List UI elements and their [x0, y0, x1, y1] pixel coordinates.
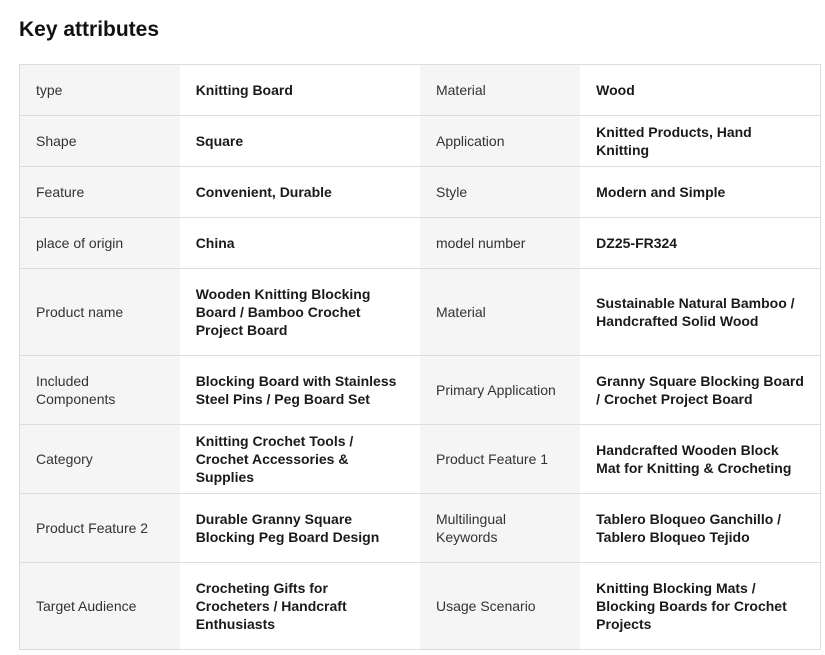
attribute-row [20, 269, 821, 356]
attribute-label: Product Feature 2 [20, 494, 180, 563]
attribute-label: Included Components [20, 356, 180, 425]
attribute-label: Target Audience [20, 563, 180, 650]
attribute-label: model number [420, 218, 580, 269]
attribute-label: Shape [20, 116, 180, 167]
attribute-value: Durable Granny Square Blocking Peg Board Design [180, 494, 420, 563]
attribute-value: Square [180, 116, 420, 167]
attribute-value: Crocheting Gifts for Crocheters / Handcraft Enthusiasts [180, 563, 420, 650]
attribute-value: Modern and Simple [580, 167, 820, 218]
attribute-value: Knitted Products, Hand Knitting [580, 116, 820, 167]
attribute-value: Sustainable Natural Bamboo / Handcrafted Solid Wood [580, 269, 820, 356]
attribute-label: Product Feature 1 [420, 425, 580, 494]
attribute-value: Wood [580, 65, 820, 116]
attribute-row [20, 167, 821, 218]
attribute-value: China [180, 218, 420, 269]
attribute-row [20, 116, 821, 167]
attribute-label: Product name [20, 269, 180, 356]
attribute-label: Category [20, 425, 180, 494]
attribute-label: Material [420, 269, 580, 356]
attribute-label: Primary Application [420, 356, 580, 425]
attribute-value: Handcrafted Wooden Block Mat for Knitting & Crocheting [580, 425, 820, 494]
attribute-label: Feature [20, 167, 180, 218]
attribute-value: Knitting Crochet Tools / Crochet Accessories & Supplies [180, 425, 420, 494]
attribute-label: Usage Scenario [420, 563, 580, 650]
key-attributes-table [19, 64, 821, 650]
attribute-value: Blocking Board with Stainless Steel Pins / Peg Board Set [180, 356, 420, 425]
attribute-row [20, 218, 821, 269]
attribute-value: DZ25-FR324 [580, 218, 820, 269]
attribute-label: Multilingual Keywords [420, 494, 580, 563]
attribute-label: type [20, 65, 180, 116]
attribute-label: Style [420, 167, 580, 218]
attribute-row [20, 65, 821, 116]
attribute-value: Convenient, Durable [180, 167, 420, 218]
attribute-value: Knitting Board [180, 65, 420, 116]
attribute-value: Knitting Blocking Mats / Blocking Boards for Crochet Projects [580, 563, 820, 650]
attribute-label: Material [420, 65, 580, 116]
attribute-label: Application [420, 116, 580, 167]
attribute-value: Tablero Bloqueo Ganchillo / Tablero Bloqueo Tejido [580, 494, 820, 563]
attribute-label: place of origin [20, 218, 180, 269]
section-title: Key attributes [19, 18, 160, 41]
attribute-value: Granny Square Blocking Board / Crochet Project Board [580, 356, 820, 425]
attribute-row [20, 563, 821, 650]
attribute-row [20, 356, 821, 425]
attribute-value: Wooden Knitting Blocking Board / Bamboo Crochet Project Board [180, 269, 420, 356]
attribute-row [20, 494, 821, 563]
attribute-row [20, 425, 821, 494]
